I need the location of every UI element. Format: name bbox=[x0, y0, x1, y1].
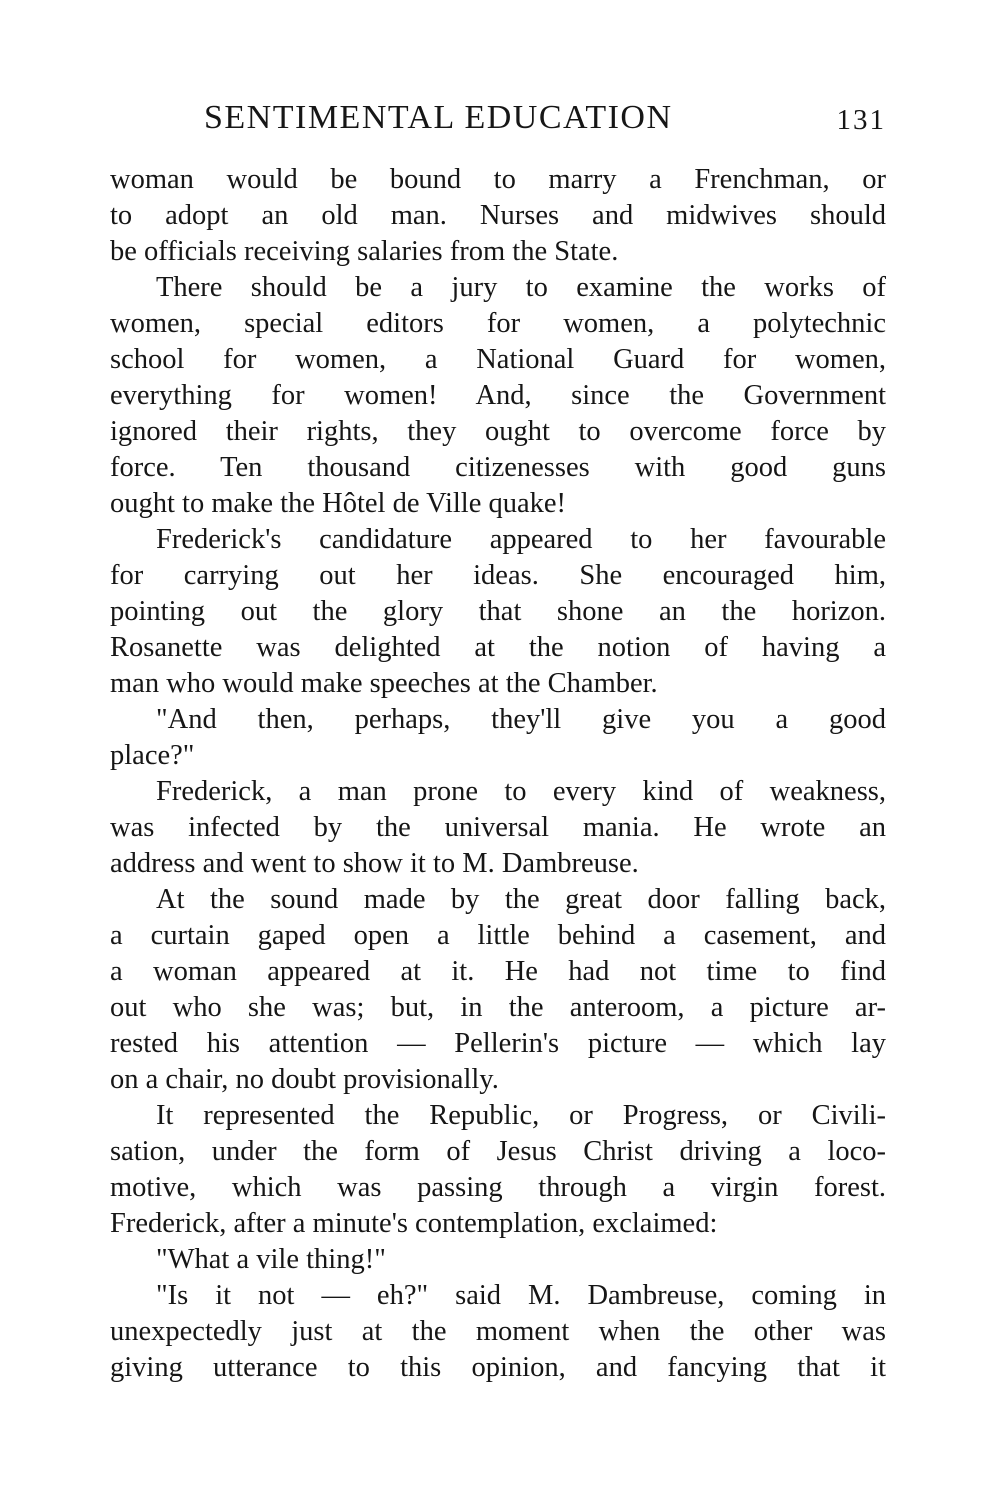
text-line: was infected by the universal mania. He wrote an bbox=[110, 812, 886, 843]
text-line: Frederick's candidature appeared to her favourable bbox=[156, 524, 886, 555]
text-line: place?" bbox=[110, 740, 195, 771]
text-line: on a chair, no doubt provisionally. bbox=[110, 1064, 499, 1095]
running-title: SENTIMENTAL EDUCATION bbox=[204, 99, 673, 136]
text-line: school for women, a National Guard for women, bbox=[110, 344, 886, 375]
text-line: everything for women! And, since the Government bbox=[110, 380, 886, 411]
text-line: giving utterance to this opinion, and fancying that it bbox=[110, 1352, 886, 1383]
text-line: There should be a jury to examine the works of bbox=[156, 272, 886, 303]
text-line: man who would make speeches at the Chamber. bbox=[110, 668, 658, 699]
text-line: motive, which was passing through a virgin forest. bbox=[110, 1172, 886, 1203]
text-line: a woman appeared at it. He had not time to find bbox=[110, 956, 886, 987]
text-line: woman would be bound to marry a Frenchman, or bbox=[110, 164, 886, 195]
text-line: "Is it not — eh?" said M. Dambreuse, coming in bbox=[156, 1280, 886, 1311]
text-line: for carrying out her ideas. She encouraged him, bbox=[110, 560, 886, 591]
text-line: It represented the Republic, or Progress, or Civili- bbox=[156, 1100, 886, 1131]
text-line: Frederick, after a minute's contemplation, exclaimed: bbox=[110, 1208, 718, 1239]
text-line: Rosanette was delighted at the notion of having a bbox=[110, 632, 886, 663]
text-line: a curtain gaped open a little behind a casement, and bbox=[110, 920, 886, 951]
text-line: "And then, perhaps, they'll give you a good bbox=[156, 704, 886, 735]
text-line: out who she was; but, in the anteroom, a picture ar- bbox=[110, 992, 886, 1023]
page-header bbox=[110, 92, 886, 144]
text-line: At the sound made by the great door falling back, bbox=[156, 884, 886, 915]
book-page bbox=[110, 92, 886, 1412]
text-line: sation, under the form of Jesus Christ driving a loco- bbox=[110, 1136, 886, 1167]
text-line: women, special editors for women, a polytechnic bbox=[110, 308, 886, 339]
text-line: address and went to show it to M. Dambreuse. bbox=[110, 848, 639, 879]
text-line: ought to make the Hôtel de Ville quake! bbox=[110, 488, 567, 519]
text-line: ignored their rights, they ought to overcome force by bbox=[110, 416, 886, 447]
text-line: force. Ten thousand citizenesses with good guns bbox=[110, 452, 886, 483]
text-line: be officials receiving salaries from the State. bbox=[110, 236, 619, 267]
text-line: rested his attention — Pellerin's picture — which lay bbox=[110, 1028, 886, 1059]
text-line: to adopt an old man. Nurses and midwives should bbox=[110, 200, 886, 231]
text-line: Frederick, a man prone to every kind of weakness, bbox=[156, 776, 886, 807]
body-text bbox=[110, 162, 886, 1386]
text-line: "What a vile thing!" bbox=[156, 1244, 386, 1275]
page-number: 131 bbox=[836, 104, 886, 136]
text-line: pointing out the glory that shone an the horizon. bbox=[110, 596, 886, 627]
text-line: unexpectedly just at the moment when the other was bbox=[110, 1316, 886, 1347]
